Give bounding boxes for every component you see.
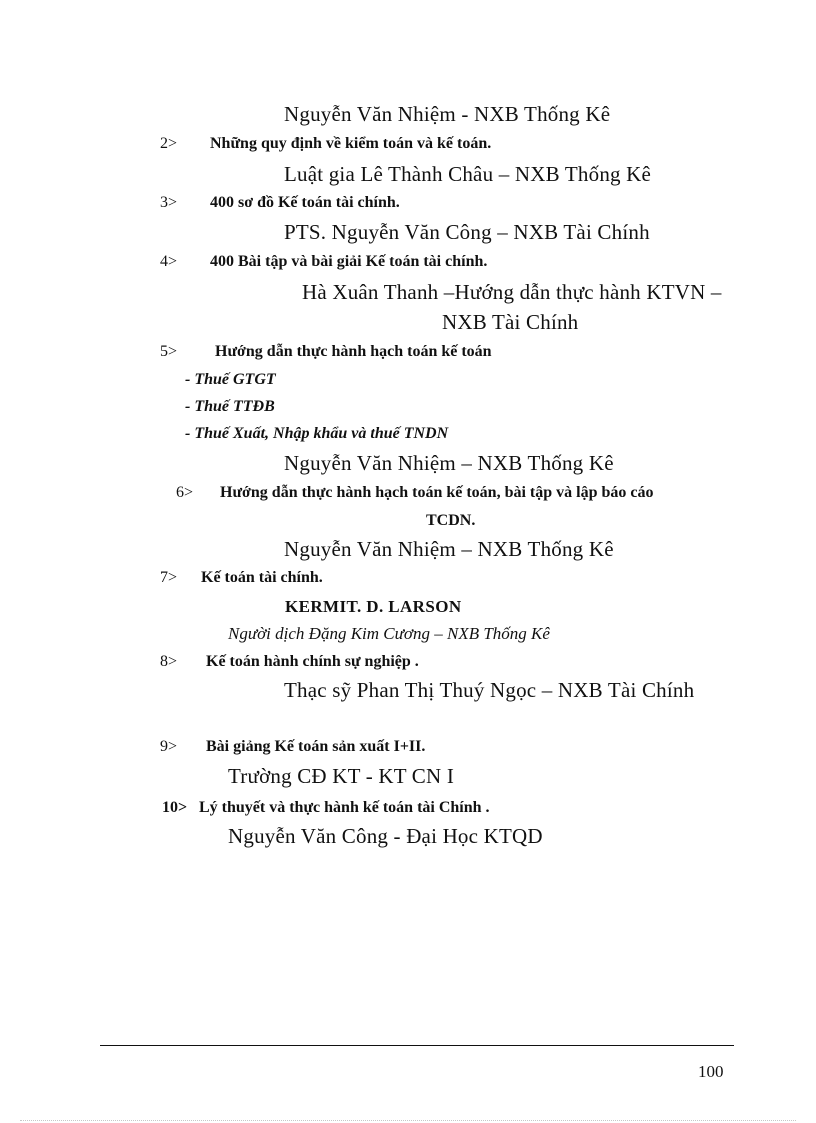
page-number: 100 bbox=[698, 1062, 724, 1081]
ref-5-sub-item: - Thuế GTGT bbox=[185, 371, 276, 388]
ref-6-number: 6> bbox=[176, 484, 194, 501]
ref-7-translator: Người dịch Đặng Kim Cương – NXB Thống Kê bbox=[228, 624, 550, 643]
ref-2-title: Những quy định về kiểm toán và kế toán. bbox=[210, 135, 492, 152]
ref-7-title: Kế toán tài chính. bbox=[201, 569, 323, 586]
ref-10-title: Lý thuyết và thực hành kế toán tài Chính . bbox=[199, 799, 490, 816]
ref-7-number: 7> bbox=[160, 569, 178, 586]
ref-4-number: 4> bbox=[160, 253, 178, 270]
ref-10-source: Nguyễn Văn Công - Đại Học KTQD bbox=[228, 824, 543, 848]
ref-4-source-line-2: NXB Tài Chính bbox=[442, 310, 579, 334]
ref-4-title: 400 Bài tập và bài giải Kế toán tài chính. bbox=[210, 253, 488, 270]
ref-9-number: 9> bbox=[160, 738, 178, 755]
ref-3-number: 3> bbox=[160, 194, 178, 211]
footer-divider bbox=[100, 1045, 734, 1046]
ref-6-title-line-1: Hướng dẫn thực hành hạch toán kế toán, bài tập và lập báo cáo bbox=[220, 484, 654, 501]
ref-5-number: 5> bbox=[160, 343, 178, 360]
ref-9-title: Bài giảng Kế toán sản xuất I+II. bbox=[206, 738, 426, 755]
page-bottom-edge bbox=[20, 1120, 796, 1121]
ref-3-source: PTS. Nguyễn Văn Công – NXB Tài Chính bbox=[284, 220, 650, 244]
ref-5-title: Hướng dẫn thực hành hạch toán kế toán bbox=[215, 343, 492, 360]
ref-8-title: Kế toán hành chính sự nghiệp . bbox=[206, 653, 419, 670]
ref-2-source: Luật gia Lê Thành Châu – NXB Thống Kê bbox=[284, 162, 652, 186]
ref-5-sub-item: - Thuế Xuất, Nhập khẩu và thuế TNDN bbox=[185, 425, 449, 442]
ref-8-number: 8> bbox=[160, 653, 178, 670]
ref-6-source: Nguyễn Văn Nhiệm – NXB Thống Kê bbox=[284, 537, 614, 561]
ref-3-title: 400 sơ đồ Kế toán tài chính. bbox=[210, 194, 400, 211]
ref-6-title-line-2: TCDN. bbox=[426, 512, 476, 529]
ref-8-source: Thạc sỹ Phan Thị Thuý Ngọc – NXB Tài Chính bbox=[284, 678, 695, 702]
ref-4-source-line-1: Hà Xuân Thanh –Hướng dẫn thực hành KTVN – bbox=[302, 280, 722, 304]
ref-7-author: KERMIT. D. LARSON bbox=[285, 597, 462, 616]
ref-10-number: 10> bbox=[162, 799, 188, 816]
ref-2-number: 2> bbox=[160, 135, 178, 152]
ref-5-source: Nguyễn Văn Nhiệm – NXB Thống Kê bbox=[284, 451, 614, 475]
ref-1-source: Nguyễn Văn Nhiệm - NXB Thống Kê bbox=[284, 102, 611, 126]
ref-9-source: Trường CĐ KT - KT CN I bbox=[228, 764, 455, 788]
ref-5-sub-item: - Thuế TTĐB bbox=[185, 398, 275, 415]
